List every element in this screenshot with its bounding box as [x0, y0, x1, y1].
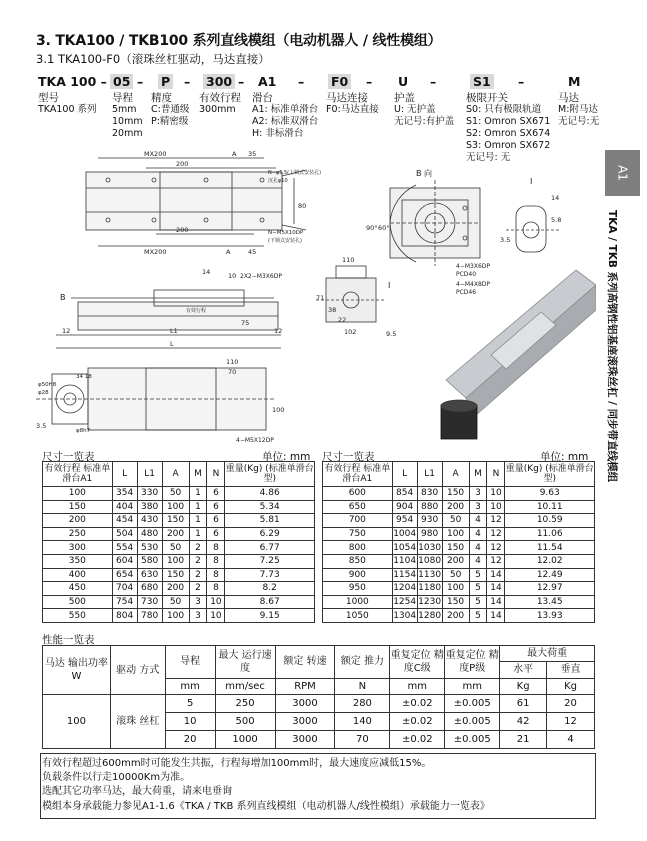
table-cell: 8 — [207, 554, 225, 568]
table-cell: 880 — [417, 500, 442, 514]
dim-header-cell: L — [112, 462, 137, 487]
table-cell: 200 — [442, 554, 469, 568]
perf-h-drive: 驱动 方式 — [110, 646, 165, 695]
table-cell: 6 — [207, 527, 225, 541]
table-cell: 12 — [487, 541, 505, 555]
table-cell: 1050 — [323, 609, 393, 623]
table-cell: 1 — [189, 527, 207, 541]
perf-u-repc: mm — [390, 678, 445, 694]
dim-header-cell: 重量(Kg) (标准单滑台型) — [505, 462, 595, 487]
table-cell: 1030 — [418, 542, 442, 553]
table-row — [43, 582, 315, 596]
table-cell: 50 — [162, 541, 189, 555]
option-motor: 马达 M:附马达 无记号:无 — [558, 92, 600, 127]
code-motor-conn: F0 — [328, 74, 351, 89]
table-cell: 150 — [442, 595, 469, 609]
table-cell: 1080 — [418, 556, 442, 567]
table-cell: 380 — [137, 500, 162, 514]
table-cell: 14 — [487, 582, 505, 596]
table-cell: 1130 — [418, 569, 442, 580]
table-cell: 954 — [392, 514, 417, 528]
label-14: 14 — [202, 268, 211, 276]
table-cell: 12 — [487, 527, 505, 541]
table-cell: 700 — [323, 514, 393, 528]
code-limit-switch: S1 — [470, 74, 494, 89]
perf-h-repc: 重复定位 精度C级 — [390, 646, 445, 679]
option-model: 型号 TKA100 系列 — [38, 92, 97, 115]
label-110a: 110 — [342, 256, 355, 264]
table-row — [43, 514, 315, 528]
label-45: 45 — [248, 248, 257, 256]
option-lead: 导程 5mm 10mm 20mm — [112, 92, 143, 139]
label-3-5c: 3.5 — [36, 422, 47, 430]
label-a-top: A — [232, 150, 237, 158]
technical-drawing — [36, 150, 596, 450]
table-cell: 554 — [112, 541, 137, 555]
table-cell: 6 — [207, 500, 225, 514]
table-cell: 8 — [207, 568, 225, 582]
perf-u-thrust: N — [335, 678, 390, 694]
table-cell: 550 — [43, 609, 113, 623]
perf-drive: 滚珠 丝杠 — [110, 695, 165, 749]
front-view-drawing — [36, 368, 276, 430]
table-cell: 350 — [43, 554, 113, 568]
table-cell: 780 — [137, 609, 162, 623]
table-cell: 850 — [323, 554, 393, 568]
table-row — [323, 595, 595, 609]
table-cell: 354 — [112, 487, 137, 501]
table-cell: 1180 — [418, 583, 442, 594]
table-cell: 10.11 — [505, 500, 595, 514]
note-line: 负载条件以行走10000Km为准。 — [42, 772, 191, 784]
option-stroke: 有效行程 300mm — [199, 92, 241, 115]
label-28: φ28 — [38, 390, 49, 396]
table-cell: 12.02 — [505, 554, 595, 568]
label-view-i: I — [530, 177, 533, 186]
perf-u-repp: mm — [445, 678, 500, 694]
label-a-bot: A — [226, 248, 231, 256]
code-stroke: 300 — [203, 74, 235, 89]
table-cell: 12.49 — [505, 568, 595, 582]
label-view-b: B 向 — [416, 169, 433, 178]
option-cover: 护盖 U: 无护盖 无记号:有护盖 — [394, 92, 455, 127]
table-cell: 2 — [189, 541, 207, 555]
option-limit-switch: 极限开关 S0: 只有极限轨道 S1: Omron SX671 S2: Omron SX674 S3: Omron SX672 无记号: 无 — [466, 92, 551, 163]
table-cell: 11.54 — [505, 541, 595, 555]
label-9-5: 9.5 — [386, 330, 397, 338]
label-2x2: 2X2−M3X6DP — [240, 273, 282, 280]
dim-header-cell: M — [469, 462, 487, 487]
label-100: 100 — [272, 406, 285, 414]
table-cell: 600 — [323, 487, 393, 501]
dim-table-left — [42, 461, 315, 623]
code-dash: – — [430, 74, 437, 89]
table-cell: 704 — [112, 582, 137, 596]
label-200-mid: 200 — [176, 226, 189, 234]
table-cell: 750 — [323, 527, 393, 541]
table-cell: 2 — [189, 568, 207, 582]
table-cell: 50 — [442, 568, 469, 582]
table-cell: 6 — [207, 514, 225, 528]
table-cell: 13.45 — [505, 595, 595, 609]
table-cell: 4 — [469, 527, 487, 541]
label-14-small: 14 — [551, 194, 560, 202]
table-row — [43, 595, 315, 609]
table-cell: 4.86 — [225, 487, 315, 501]
table-cell: 650 — [323, 500, 393, 514]
table-cell: 9.15 — [225, 609, 315, 623]
table-cell: 1004 — [393, 529, 417, 540]
label-view-i2: I — [388, 281, 391, 290]
table-cell: 50 — [162, 595, 189, 609]
table-cell: 980 — [417, 527, 442, 541]
perf-table — [42, 645, 595, 749]
table-row — [43, 609, 315, 623]
label-22: 22 — [338, 316, 347, 324]
table-cell: 754 — [112, 595, 137, 609]
perf-h-load: 最大荷重 — [500, 646, 595, 662]
note-line: 选配其它功率马达，最大荷重，请来电垂询 — [42, 786, 232, 798]
table-cell: 1 — [189, 514, 207, 528]
perf-u-lead: mm — [165, 678, 215, 694]
label-b-arrow: B — [60, 293, 66, 302]
table-row — [43, 541, 315, 555]
table-cell: 400 — [43, 568, 113, 582]
table-cell: 200 — [43, 514, 113, 528]
table-row — [323, 527, 595, 541]
label-35: 35 — [248, 150, 257, 158]
code-dash: – — [518, 74, 525, 89]
section-subtitle: 3.1 TKA100-F0（滚珠丝杠驱动，马达直接） — [36, 52, 270, 66]
perf-h-rpm: 额定 转速 — [275, 646, 335, 679]
table-cell: 680 — [137, 582, 162, 596]
code-dash: – — [238, 74, 245, 89]
dim-table-title: 尺寸一览表 — [42, 451, 95, 463]
table-cell: 10 — [487, 487, 505, 501]
label-n55b: 沉孔φ10 — [268, 178, 288, 184]
table-cell: 1000 — [323, 595, 393, 609]
table-cell: 950 — [323, 582, 393, 596]
dim-header-cell: L1 — [137, 462, 162, 487]
table-cell: 1 — [189, 487, 207, 501]
code-slider: A1 — [258, 74, 277, 89]
perf-h-lead: 导程 — [165, 646, 215, 679]
label-mx200-bot: MX200 — [144, 248, 167, 256]
table-cell: 5 — [469, 595, 487, 609]
table-row — [323, 568, 595, 582]
table-cell: 150 — [162, 568, 189, 582]
table-row — [323, 500, 595, 514]
label-m5b: (下锁式安装孔) — [268, 238, 302, 244]
table-cell: 1154 — [393, 569, 417, 580]
table-cell: 6.29 — [225, 527, 315, 541]
table-cell: 1 — [189, 500, 207, 514]
label-34-18: 34 18 — [76, 374, 92, 380]
label-102: 102 — [344, 328, 357, 336]
table-row — [323, 541, 595, 555]
table-cell: 100 — [442, 527, 469, 541]
table-cell: 450 — [43, 582, 113, 596]
dim-table-unit: 单位: mm — [262, 451, 311, 463]
table-cell: 10 — [487, 500, 505, 514]
table-cell: 1104 — [393, 556, 417, 567]
label-m5: N−M5X10DP — [268, 230, 304, 236]
perf-u-horiz: Kg — [500, 678, 547, 694]
label-12a: 12 — [62, 327, 71, 335]
code-precision: P — [158, 74, 173, 89]
table-row — [43, 568, 315, 582]
page-title: 3. TKA100 / TKB100 系列直线模组（电动机器人 / 线性模组） — [36, 33, 442, 49]
table-cell: 604 — [112, 554, 137, 568]
dim-header-cell: 有效行程 标准单滑台A1 — [323, 462, 393, 487]
label-mx200-top: MX200 — [144, 150, 167, 158]
table-cell: 4 — [469, 554, 487, 568]
label-n55: N−φ5.5(上锁式安装孔) — [268, 170, 322, 176]
label-3-5: 3.5 — [500, 236, 511, 244]
option-motor-conn: 马达连接 F0:马达直接 — [326, 92, 379, 115]
table-cell: 500 — [43, 595, 113, 609]
table-cell: 12.97 — [505, 582, 595, 596]
dim-table-title-right: 尺寸一览表 — [322, 451, 375, 463]
table-cell: 8.2 — [225, 582, 315, 596]
table-cell: 6.77 — [225, 541, 315, 555]
table-cell: 150 — [442, 487, 469, 501]
table-cell: 5.34 — [225, 500, 315, 514]
table-cell: 854 — [392, 487, 417, 501]
section-tab[interactable]: A1 — [605, 150, 640, 196]
table-cell: 2 — [189, 554, 207, 568]
dim-table-right — [322, 461, 595, 623]
note-line: 模组本身承载能力参见A1-1.6《TKA / TKB 系列直线模组（电动机器人/线性模组）承载能力一览表》 — [42, 800, 490, 812]
label-110b: 110 — [226, 358, 239, 366]
table-cell: 100 — [43, 487, 113, 501]
table-cell: 14 — [487, 595, 505, 609]
table-cell: 150 — [442, 541, 469, 555]
table-cell: 580 — [137, 554, 162, 568]
table-cell: 100 — [442, 582, 469, 596]
table-cell: 904 — [392, 500, 417, 514]
table-row — [43, 500, 315, 514]
table-cell: 5 — [469, 582, 487, 596]
table-cell: 6 — [207, 487, 225, 501]
table-cell: 8 — [207, 582, 225, 596]
dim-header-cell: A — [442, 462, 469, 487]
table-row: 20 1000 3000 70 ±0.02 ±0.005 21 4 — [43, 731, 595, 749]
table-cell: 8.67 — [225, 595, 315, 609]
table-cell: 5.81 — [225, 514, 315, 528]
perf-u-rpm: RPM — [275, 678, 335, 694]
code-motor: M — [568, 74, 581, 89]
dim-header-cell: A — [162, 462, 189, 487]
table-cell: 5 — [469, 609, 487, 623]
table-cell: 8 — [207, 541, 225, 555]
table-cell: 1254 — [393, 597, 417, 608]
table-cell: 150 — [43, 500, 113, 514]
table-cell: 200 — [162, 527, 189, 541]
label-50h8: φ50H8 — [38, 382, 57, 388]
label-71: 71 — [316, 294, 325, 302]
table-cell: 250 — [43, 527, 113, 541]
code-dash: – — [137, 74, 144, 89]
table-cell: 404 — [112, 500, 137, 514]
label-80: 80 — [298, 202, 307, 210]
code-cover: U — [398, 74, 409, 89]
table-cell: 9.63 — [505, 487, 595, 501]
table-cell: 14 — [487, 609, 505, 623]
note-line: 有效行程超过600mm时可能发生共振，行程每增加100mm时，最大速度应减低15%。 — [42, 758, 432, 769]
end-view-drawing — [390, 180, 480, 266]
table-cell: 4 — [469, 541, 487, 555]
table-cell: 5 — [469, 568, 487, 582]
option-slider: 滑台 A1: 标准单滑台 A2: 标准双滑台 H: 非标滑台 — [252, 92, 319, 139]
label-75: 75 — [241, 319, 250, 327]
table-row — [323, 487, 595, 501]
code-series: TKA 100 – — [38, 74, 107, 89]
label-60deg: 60° — [378, 224, 390, 232]
table-cell: 300 — [43, 541, 113, 555]
label-8h7: φ8h7 — [76, 428, 91, 434]
label-12b: 12 — [274, 327, 283, 335]
table-row: 100 滚珠 丝杠 5 250 3000 280 ±0.02 ±0.005 61 20 — [43, 695, 595, 713]
perf-u-vert: Kg — [547, 678, 595, 694]
label-pcd40: PCD40 — [456, 271, 477, 278]
table-row — [323, 514, 595, 528]
label-200-top: 200 — [176, 160, 189, 168]
table-cell: 454 — [112, 514, 137, 528]
table-row — [43, 554, 315, 568]
label-m4: 4−M4X8DP — [456, 281, 491, 288]
perf-h-speed: 最大 运行速度 — [215, 646, 275, 679]
dim-header-cell: N — [487, 462, 505, 487]
table-cell: 900 — [323, 568, 393, 582]
table-cell: 10 — [207, 609, 225, 623]
dim-header-cell: 重量(Kg) (标准单滑台型) — [225, 462, 315, 487]
table-row — [43, 487, 315, 501]
label-90deg: 90° — [366, 224, 378, 232]
label-l1: L1 — [170, 327, 178, 335]
perf-h-thrust: 额定 推力 — [335, 646, 390, 679]
table-cell: 3 — [189, 609, 207, 623]
label-m3: 4−M3X6DP — [456, 263, 491, 270]
label-m5x12: 4−M5X12DP — [236, 437, 274, 444]
table-cell: 11.06 — [505, 527, 595, 541]
perf-h-repp: 重复定位 精度P级 — [445, 646, 500, 679]
table-cell: 200 — [442, 500, 469, 514]
code-dash: – — [366, 74, 373, 89]
table-cell: 504 — [112, 527, 137, 541]
table-cell: 150 — [162, 514, 189, 528]
table-cell: 1204 — [393, 583, 417, 594]
label-70: 70 — [228, 368, 237, 376]
label-38: 38 — [328, 306, 337, 314]
dim-header-cell: M — [189, 462, 207, 487]
table-row — [43, 527, 315, 541]
label-l: L — [170, 340, 174, 348]
table-row — [323, 582, 595, 596]
dim-table-unit-right: 单位: mm — [540, 451, 589, 463]
table-cell: 3 — [469, 500, 487, 514]
table-cell: 730 — [137, 595, 162, 609]
table-cell: 530 — [137, 541, 162, 555]
side-caption: TKA / TKB 系列高钢性铝基座滚珠丝杠 / 同步带直线模组 — [606, 210, 618, 483]
table-row: 10 500 3000 140 ±0.02 ±0.005 42 12 — [43, 713, 595, 731]
table-row — [323, 554, 595, 568]
perf-power: 100 — [43, 695, 111, 749]
dim-header-cell: N — [207, 462, 225, 487]
table-cell: 430 — [137, 514, 162, 528]
table-cell: 50 — [442, 514, 469, 528]
perf-table-title: 性能一览表 — [42, 634, 95, 646]
table-cell: 2 — [189, 582, 207, 596]
table-cell: 12 — [487, 514, 505, 528]
table-cell: 804 — [112, 609, 137, 623]
option-precision: 精度 C:普通级 P:精密级 — [151, 92, 190, 127]
table-cell: 50 — [162, 487, 189, 501]
table-cell: 100 — [162, 554, 189, 568]
table-cell: 3 — [469, 487, 487, 501]
table-cell: 200 — [162, 582, 189, 596]
detail-i-drawing — [506, 206, 561, 252]
label-5-8: 5.8 — [551, 216, 562, 224]
cross-section-drawing — [316, 266, 386, 322]
label-stroke: 有效行程 — [186, 308, 207, 314]
table-cell: 13.93 — [505, 609, 595, 623]
notes-border — [40, 753, 596, 819]
perf-h-motor: 马达 输出功率 W — [43, 646, 111, 695]
table-cell: 930 — [417, 514, 442, 528]
table-cell: 800 — [323, 541, 393, 555]
table-cell: 100 — [162, 609, 189, 623]
table-cell: 630 — [137, 568, 162, 582]
table-cell: 1054 — [393, 542, 417, 553]
perf-u-speed: mm/sec — [215, 678, 275, 694]
perf-h-horiz: 水平 — [500, 662, 547, 678]
table-cell: 830 — [417, 487, 442, 501]
table-cell: 100 — [162, 500, 189, 514]
table-cell: 10 — [207, 595, 225, 609]
label-10: 10 — [228, 272, 237, 280]
dim-header-cell: L1 — [417, 462, 442, 487]
table-cell: 4 — [469, 514, 487, 528]
table-cell: 10.59 — [505, 514, 595, 528]
table-cell: 7.73 — [225, 568, 315, 582]
code-lead: 05 — [110, 74, 133, 89]
table-cell: 1304 — [393, 610, 417, 621]
code-dash: – — [184, 74, 191, 89]
table-cell: 200 — [442, 609, 469, 623]
table-cell: 480 — [137, 527, 162, 541]
table-cell: 1230 — [418, 597, 442, 608]
code-dash: – — [298, 74, 305, 89]
label-pcd46: PCD46 — [456, 289, 477, 296]
table-cell: 12 — [487, 554, 505, 568]
table-row — [323, 609, 595, 623]
dim-header-cell: L — [392, 462, 417, 487]
table-cell: 330 — [137, 487, 162, 501]
table-cell: 7.25 — [225, 554, 315, 568]
perf-h-vert: 垂直 — [547, 662, 595, 678]
table-cell: 654 — [112, 568, 137, 582]
table-cell: 3 — [189, 595, 207, 609]
dim-header-cell: 有效行程 标准单滑台A1 — [43, 462, 113, 487]
table-cell: 1280 — [418, 610, 442, 621]
table-cell: 14 — [487, 568, 505, 582]
